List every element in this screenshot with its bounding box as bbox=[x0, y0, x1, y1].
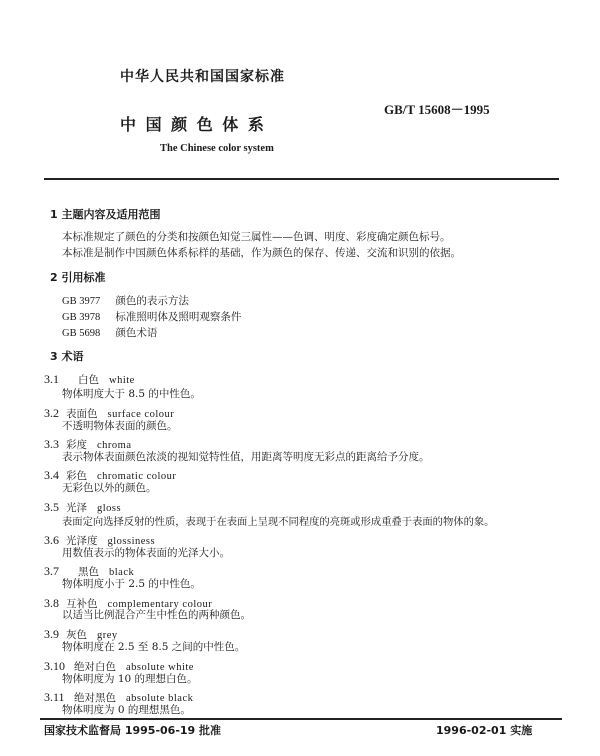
standard-code: GB/T 15608－1995 bbox=[384, 102, 490, 117]
term-number: 3.3 bbox=[44, 437, 59, 451]
term-definition: 用数值表示的物体表面的光泽大小。 bbox=[62, 547, 230, 559]
reference-title: 标准照明体及照明观察条件 bbox=[115, 311, 242, 323]
term-name: 黑色 bbox=[78, 566, 99, 578]
term-definition: 无彩色以外的颜色。 bbox=[62, 482, 157, 494]
title-english: The Chinese color system bbox=[160, 143, 274, 154]
term-definition: 表面定向选择反射的性质，表现于在表面上呈现不同程度的亮斑或形成重叠于表面的物体的象。 bbox=[62, 516, 495, 528]
reference-title: 颜色术语 bbox=[115, 327, 158, 339]
term-definition: 物体明度大于 8.5 的中性色。 bbox=[62, 388, 201, 400]
term-definition: 以适当比例混合产生中性色的两种颜色。 bbox=[62, 609, 251, 621]
term-name: 彩色 bbox=[66, 470, 87, 482]
term-english: chromatic colour bbox=[97, 471, 177, 482]
term-name: 绝对白色 bbox=[74, 661, 116, 673]
term-number: 3.4 bbox=[44, 468, 59, 482]
term-name: 表面色 bbox=[66, 408, 98, 420]
implementation-line: 1996-02-01 实施 bbox=[436, 724, 533, 737]
reference-title: 颜色的表示方法 bbox=[115, 295, 189, 307]
term-english: gloss bbox=[97, 503, 122, 514]
reference-item bbox=[62, 325, 157, 340]
header-rule bbox=[44, 178, 559, 180]
term-definition: 物体明度为 10 的理想白色。 bbox=[62, 673, 198, 685]
term-name: 灰色 bbox=[66, 629, 87, 641]
approval-line: 国家技术监督局 1995-06-19 批准 bbox=[44, 724, 222, 737]
section-heading: 2 引用标准 bbox=[50, 271, 106, 284]
reference-code: GB 5698 bbox=[62, 328, 101, 339]
paragraph: 本标准规定了颜色的分类和按颜色知觉三属性——色调、明度、彩度确定颜色标号。 bbox=[62, 231, 451, 243]
term-definition: 物体明度小于 2.5 的中性色。 bbox=[62, 578, 201, 590]
term-name: 光泽度 bbox=[66, 535, 98, 547]
term-definition: 表示物体表面颜色浓淡的视知觉特性值，用距离等明度无彩点的距离给予分度。 bbox=[62, 451, 430, 463]
page-title: 中 国 颜 色 体 系 bbox=[120, 115, 264, 134]
paragraph: 本标准是制作中国颜色体系标样的基础，作为颜色的保存、传递、交流和识别的依据。 bbox=[62, 247, 461, 259]
term-number: 3.6 bbox=[44, 533, 59, 547]
term-english: white bbox=[109, 375, 135, 386]
term-number: 3.10 bbox=[44, 659, 65, 673]
reference-code: GB 3978 bbox=[62, 312, 101, 323]
national-standard-label: 中华人民共和国国家标准 bbox=[120, 69, 285, 85]
term-number: 3.8 bbox=[44, 596, 59, 610]
term-english: complementary colour bbox=[107, 599, 213, 610]
term-english: absolute white bbox=[126, 662, 194, 673]
term-definition: 不透明物体表面的颜色。 bbox=[62, 420, 178, 432]
footer-rule bbox=[40, 718, 562, 720]
term-english: glossiness bbox=[107, 536, 156, 547]
term-english: grey bbox=[97, 630, 118, 641]
term-number: 3.9 bbox=[44, 627, 59, 641]
term-name: 光泽 bbox=[66, 502, 87, 514]
reference-item bbox=[62, 309, 241, 324]
section-heading: 1 主题内容及适用范围 bbox=[50, 208, 161, 221]
term-number: 3.1 bbox=[44, 372, 59, 386]
term-name: 彩度 bbox=[66, 439, 87, 451]
reference-code: GB 3977 bbox=[62, 296, 101, 307]
term-number: 3.11 bbox=[44, 690, 65, 704]
term-name: 白色 bbox=[78, 374, 99, 386]
term-entry bbox=[44, 368, 135, 387]
section-heading: 3 术语 bbox=[50, 350, 84, 363]
term-english: black bbox=[109, 567, 135, 578]
term-number: 3.2 bbox=[44, 406, 59, 420]
term-number: 3.7 bbox=[44, 564, 59, 578]
term-english: chroma bbox=[97, 440, 132, 451]
term-english: absolute black bbox=[126, 693, 194, 704]
reference-item bbox=[62, 293, 189, 308]
term-definition: 物体明度为 0 的理想黑色。 bbox=[62, 704, 191, 716]
term-number: 3.5 bbox=[44, 500, 59, 514]
term-name: 绝对黑色 bbox=[74, 692, 116, 704]
term-english: surface colour bbox=[107, 409, 175, 420]
term-definition: 物体明度在 2.5 至 8.5 之间的中性色。 bbox=[62, 641, 246, 653]
term-name: 互补色 bbox=[66, 598, 98, 610]
